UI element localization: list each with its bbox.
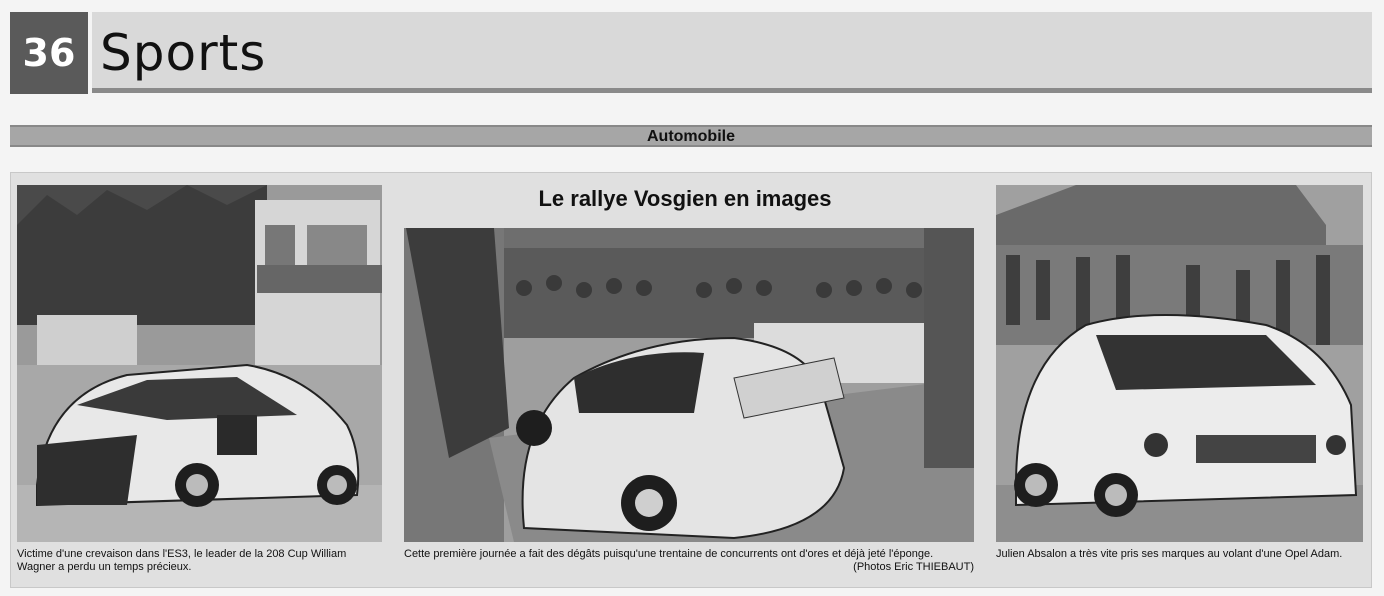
- photo-caption: Cette première journée a fait des dégâts puisqu'une trentaine de concurrents ont d'ores et déjà jeté l'éponge.: [404, 548, 934, 560]
- photo-podium-porsche: [404, 228, 974, 542]
- page-number: 36: [10, 12, 88, 94]
- rubric-bar: [10, 125, 1372, 147]
- photo-caption: Victime d'une crevaison dans l'ES3, le leader de la 208 Cup William Wagner a perdu un temps précieux.: [17, 548, 347, 573]
- photo-caption: Julien Absalon a très vite pris ses marques au volant d'une Opel Adam.: [996, 548, 1343, 560]
- photo-credit: (Photos Eric THIEBAUT): [853, 561, 974, 573]
- article-headline: Le rallye Vosgien en images: [538, 186, 832, 211]
- section-bar: [92, 12, 1372, 92]
- photo-opel-adam: [996, 185, 1363, 542]
- page-header: [10, 10, 1372, 96]
- photo-208-cup: [17, 185, 382, 542]
- header-rule: [92, 88, 1372, 93]
- rubric-label: Automobile: [647, 128, 735, 145]
- section-title: Sports: [100, 24, 267, 82]
